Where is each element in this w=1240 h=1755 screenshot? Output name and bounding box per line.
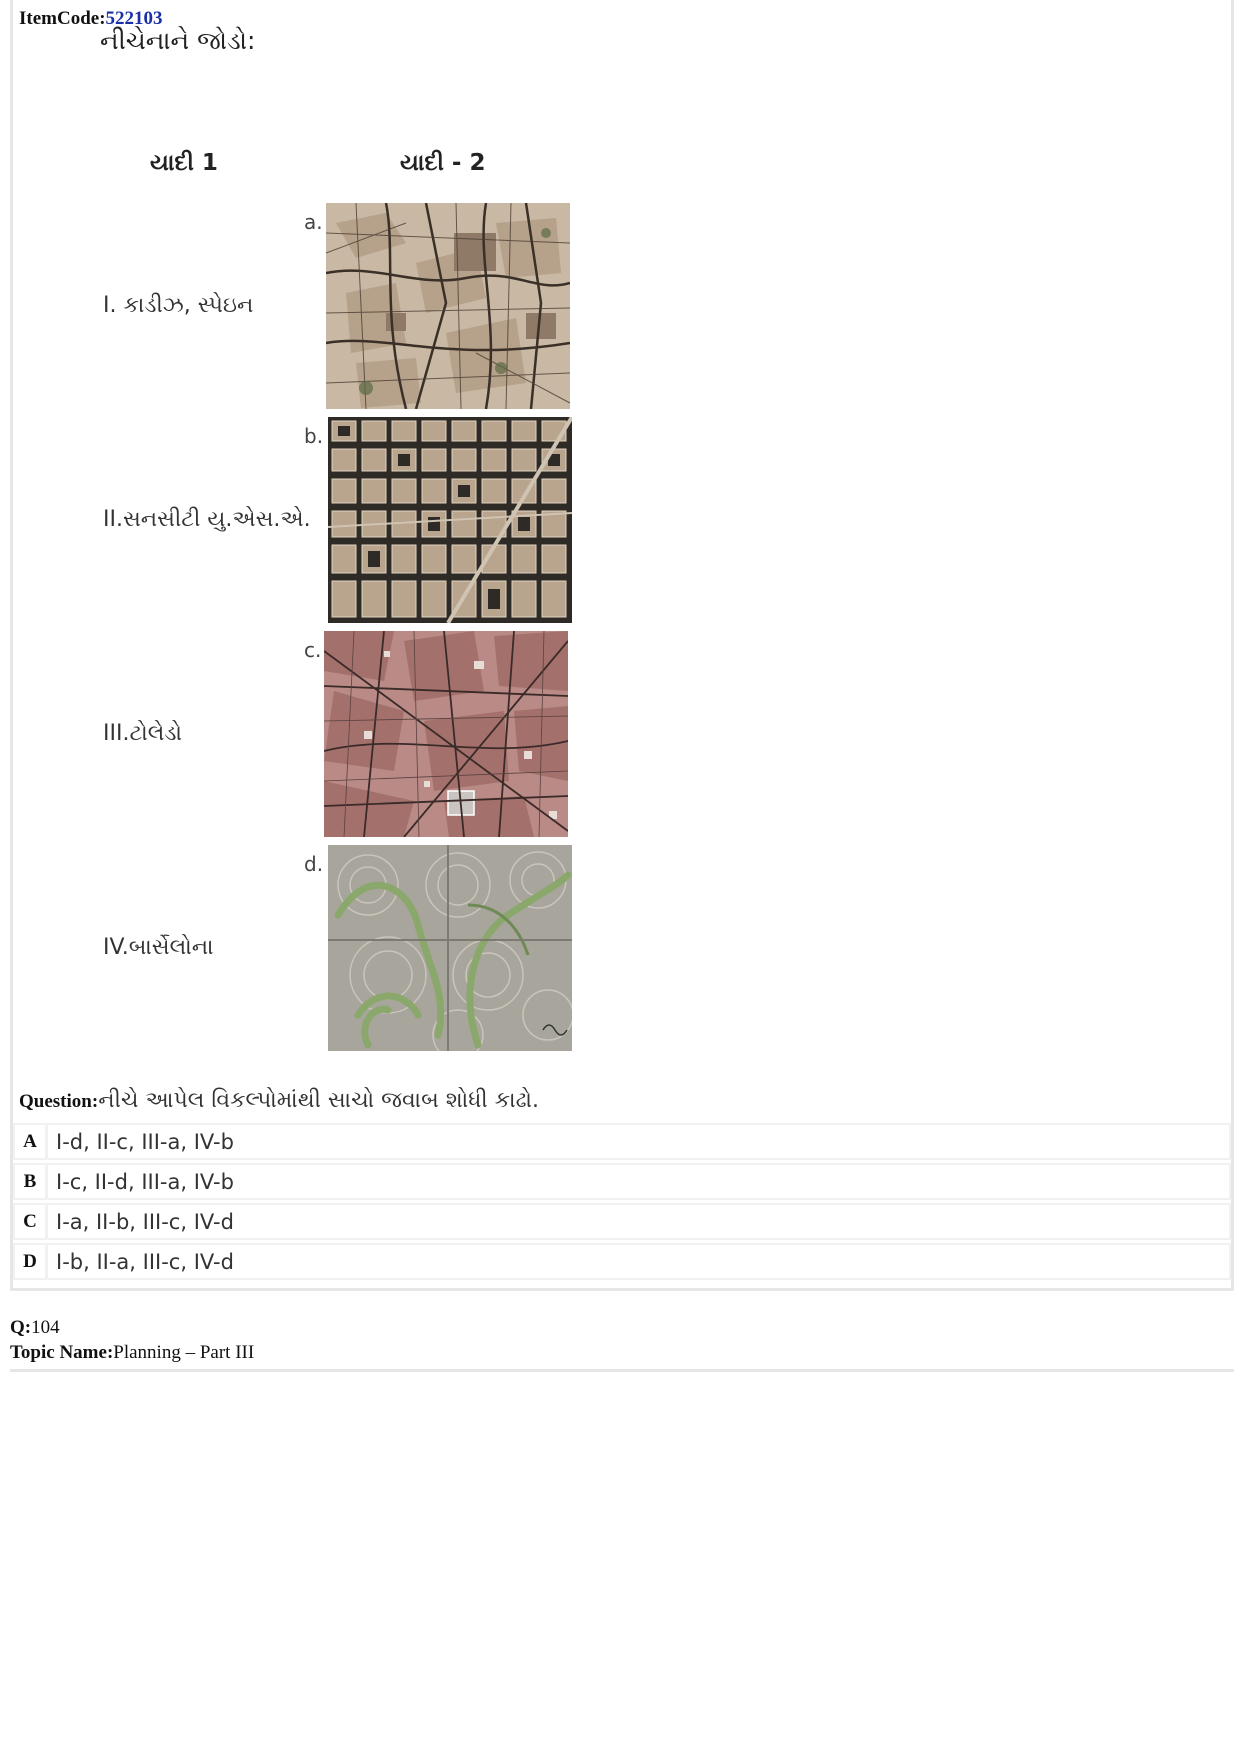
option-text: I-a, II-b, III-c, IV-d: [48, 1205, 1229, 1238]
question-label: Question:: [19, 1091, 99, 1112]
list1-heading: યાદી 1: [150, 150, 218, 176]
list1-item-4: IV.બાર્સેલોના: [103, 935, 214, 960]
list1-item-2: II.સનસીટી યુ.એસ.એ.: [103, 507, 311, 532]
topic-name: [10, 1342, 254, 1364]
map-image-b: [328, 417, 572, 623]
divider: [10, 1369, 1234, 1372]
question-number-value: 104: [31, 1317, 60, 1338]
map-image-c: [324, 631, 568, 837]
list2-heading: યાદી - 2: [400, 150, 486, 176]
option-text: I-d, II-c, III-a, IV-b: [48, 1125, 1229, 1158]
option-key: B: [15, 1165, 45, 1198]
map-image-a: [326, 203, 570, 409]
question-text: નીચે આપેલ વિકલ્પોમાંથી સાચો જવાબ શોધી કાઢો.: [98, 1088, 540, 1113]
question: [19, 1088, 539, 1113]
option-key: A: [15, 1125, 45, 1158]
item-code-value: 522103: [105, 8, 163, 29]
options-list: [13, 1123, 1231, 1283]
list1-item-3: III.ટોલેડો: [103, 721, 182, 746]
map-image-d: [328, 845, 572, 1051]
list2-letter-d: d.: [304, 852, 324, 876]
option-key: C: [15, 1205, 45, 1238]
topic-name-value: Planning – Part III: [113, 1342, 255, 1363]
list2-letter-b: b.: [304, 424, 324, 448]
list2-letter-a: a.: [304, 210, 323, 234]
option-d[interactable]: [13, 1243, 1231, 1280]
question-number: [10, 1317, 60, 1339]
option-b[interactable]: [13, 1163, 1231, 1200]
option-key: D: [15, 1245, 45, 1278]
option-text: I-b, II-a, III-c, IV-d: [48, 1245, 1229, 1278]
option-c[interactable]: [13, 1203, 1231, 1240]
list1-item-1: I. કાડીઝ, સ્પેઇન: [103, 293, 254, 318]
list2-letter-c: c.: [304, 638, 322, 662]
topic-name-label: Topic Name:: [10, 1342, 114, 1363]
option-a[interactable]: [13, 1123, 1231, 1160]
option-text: I-c, II-d, III-a, IV-b: [48, 1165, 1229, 1198]
instruction-text: નીચેનાને જોડો:: [100, 26, 256, 55]
item-code-label: ItemCode:: [19, 8, 106, 29]
question-number-label: Q:: [10, 1317, 32, 1338]
